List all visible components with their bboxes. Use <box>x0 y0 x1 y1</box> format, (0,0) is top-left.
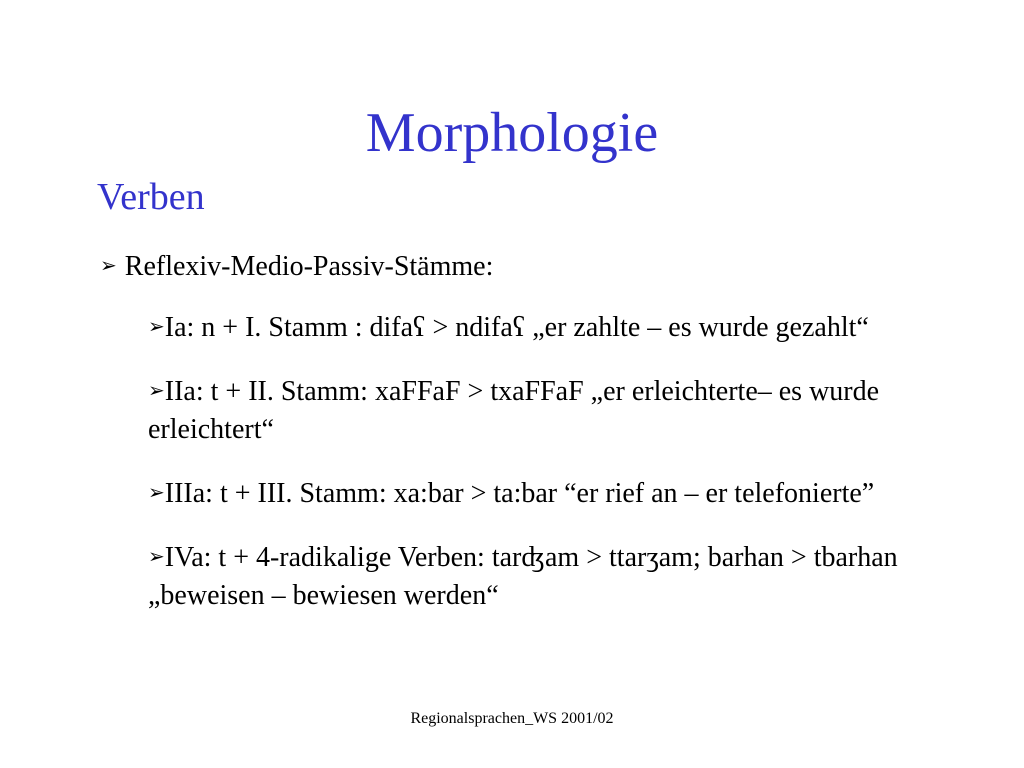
arrowhead-bullet-icon: ➢ <box>100 255 117 277</box>
sub-bullet-text: IIIa: t + III. Stamm: xa:bar > ta:bar “er rief an – er telefonierte” <box>164 478 875 509</box>
main-bullet-text: Reflexiv-Medio-Passiv-Stämme: <box>124 251 494 282</box>
arrowhead-bullet-icon: ➢ <box>148 546 165 568</box>
sub-bullet-text: IIa: t + II. Stamm: xaFFaF > txaFFaF „er erleichterte– es wurde erleichtert“ <box>148 376 880 445</box>
main-bullet <box>100 246 493 287</box>
sub-bullet-item <box>148 474 958 513</box>
sub-bullet-text: Ia: n + I. Stamm : difaʕ > ndifaʕ „er zahlte – es wurde gezahlt“ <box>164 312 869 343</box>
sub-bullet-item <box>148 308 958 347</box>
slide-footer: Regionalsprachen_WS 2001/02 <box>410 710 614 727</box>
arrowhead-bullet-icon: ➢ <box>148 316 165 338</box>
slide-title: Morphologie <box>365 102 659 164</box>
slide-subtitle: Verben <box>97 176 205 218</box>
sub-bullet-list <box>148 308 958 640</box>
arrowhead-bullet-icon: ➢ <box>148 380 165 402</box>
sub-bullet-item <box>148 538 958 615</box>
sub-bullet-text: IVa: t + 4-radikalige Verben: tarʤam > ttarʒam; barhan > tbarhan „beweisen – bewiesen werden“ <box>148 542 898 611</box>
sub-bullet-item <box>148 372 958 449</box>
arrowhead-bullet-icon: ➢ <box>148 482 165 504</box>
